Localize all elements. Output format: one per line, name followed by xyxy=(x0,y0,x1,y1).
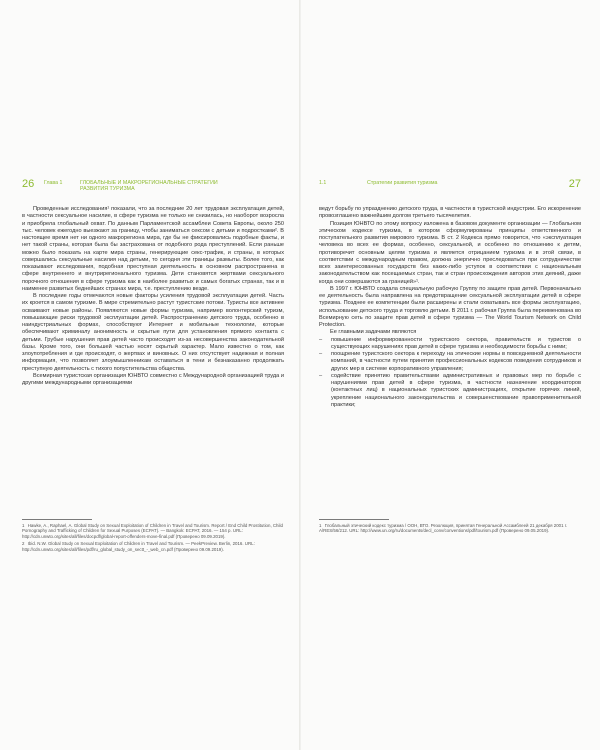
left-body-text xyxy=(22,206,284,387)
footnote xyxy=(319,523,581,534)
list-intro: Ее главными задачами являются xyxy=(330,329,417,336)
footnote xyxy=(22,541,284,552)
page-number: 26 xyxy=(22,178,35,190)
list-item: – повышение информированности туристского сектора, правительств и туристов о существующих нарушениях прав детей в сфере туризма и необходимости борьбы с ними; xyxy=(319,337,581,352)
footnote-number: 1 xyxy=(22,523,25,528)
paragraph: В последние годы отмечаются новые факторы усиления трудовой эксплуатации детей. Часть их кроется в самом туризме. В мире стремительно растут туристские потоки. Туристы все активнее осваивают новые районы. Появляются новые формы туризма, например волонтерский туризм, повышающие риски трудовой эксплуатации детей. Распространению детского труда, особенно в наиндустриальных формах, способствуют Интернет и мобильные технологии, которые обеспечивают криминалу анонимность и скрытые пути для установления прямого контакта с детьми. Грубые нарушения прав детей часто происходят из-за несовершенства законодательной базы. Кроме того, они большей частью носят скрытый характер. Мало известно о том, как злоупотребления и где происходят, о жертвах и виновных. О них отсутствует надежная и полная информация, что позволяет злоумышленникам оставаться в тени и безнаказанно продолжать преступную деятельность с тихого попустительства общества. xyxy=(22,293,284,372)
footnote-rule xyxy=(319,519,389,520)
list-item: – содействие принятию правительствами административных и правовых мер по борьбе с нарушениями прав детей в сфере туризма, в частности назначение координаторов (контактных лиц) в национальных туристских администрациях, открытие горячих линий, укрепление национального законодательства и совершенствование правоприменительной практики; xyxy=(319,373,581,409)
chapter-label: 1.1 xyxy=(319,180,327,186)
right-body-text xyxy=(319,206,581,409)
right-page-header xyxy=(319,178,581,200)
paragraph: В 1997 г. ЮНВТО создала специальную рабочую Группу по защите прав детей. Первоначально ее деятельность была направлена на предотвращение сексуальной эксплуатации детей в сфере туризма. Позднее ее компетенции были расширены и стали охватывать все формы эксплуатацию, использование детского труда и торговлю детьми. В 2011 г. рабочая Группа была переименована во Всемирную сеть по защите прав детей в сфере туризма — The World Tourism Network on Child Protection. xyxy=(319,285,581,328)
running-title: ГЛОБАЛЬНЫЕ И МАКРОРЕГИОНАЛЬНЫЕ СТРАТЕГИИ РАЗВИТИЯ ТУРИЗМА xyxy=(80,180,218,193)
paragraph: Проведенные исследования¹ показали, что за последние 20 лет трудовая эксплуатация детей, в частности сексуальное насилие, в сфере туризма не только не снизилась, но наоборот возросла и приобрела глобальный охват. По данным Парламентской ассамблеи Совета Европы, около 250 тыс. человек ежегодно выезжают за границу, чтобы заниматься сексом с детьми и подростками². В настоящее время нет ни одного макрорегиона мира, где бы не фиксировались подобные факты, и нет такой страны, которая была бы застрахована от подобного рода преступлений. Если раньше можно было показать на карте мира страны, генерирующие секс-трафик, и страны, в которых совершались сексуальные насилия над детьми, то сегодня эти границы размыты. Более того, как показывают исследования, подобная преступная деятельность в основном распространена в сфере внутреннего и внутрирегионального туризма. Дети становятся жертвами сексуального порочного отношения в сфере туризма как в наиболее развитых и самых богатых странах, так и в наименее развитых беднейших странах мира, т.е. преступлению везде. xyxy=(22,206,284,292)
task-list xyxy=(319,337,581,410)
running-title: Стратегии развития туризма xyxy=(367,180,438,186)
footnote-number: 1 xyxy=(319,523,322,528)
paragraph: ведут борьбу по упразднению детского труда, в частности в туристской индустрии. Его искоренение провозглашено важнейшим долгом третьего тысячелетия. xyxy=(319,206,581,220)
footnote-number: 2 xyxy=(22,541,25,547)
left-page-header xyxy=(22,178,284,200)
page-number: 27 xyxy=(568,178,581,190)
list-item: – поощрение туристского сектора к переходу на этические нормы в повседневной деятельности компаний, в частности путем принятия профессиональных кодексов поведения сотрудников и других мер в системе корпоративного управления; xyxy=(319,351,581,373)
right-page xyxy=(301,0,600,750)
footnote-rule xyxy=(22,519,92,520)
paragraph: Всемирная туристская организация ЮНВТО совместно с Международной организацией труда и другими международными организациями xyxy=(22,372,284,386)
footnote xyxy=(22,523,284,539)
footnote-text: Глобальный этический кодекс туризма / ООН, ВТО. Резолюция, принятая Генеральной Ассамблеей 21 декабря 2001 г. A/RES/56/212. URL: http://www.un.org/ru/documents/decl_conv/conventions/pdf/tourism.pdf (Проверено 09.05.2019). xyxy=(319,523,568,534)
left-footnotes xyxy=(22,523,284,554)
footnote-text: Hawke, A., Raphael, A. Global Study on Sexual Exploitation of Children in Travel and Tourism. Report / End Child Prostitution, Child Pornography and Trafficking of Children for Sexual Purposes (ECPAT). — Bangkok: ECPAT, 2016. — 154 p. URL: http://cdn.unwto.org/sites/all/files/docpdf/global-report-offenders-move-final.pdf (Проверено 09.09.2019). xyxy=(22,523,283,539)
footnote-text: Ibid. N.W. Global Study on Sexual Exploitation of Children in Travel and Tourism. — PeekPreview. Berlin, 2016. URL: http://cdn.unwto.org/sites/all/files/pdf/ru_global_study_on_sectt_-_web_cn.pdf (Проверено 09.09.2019). xyxy=(22,541,255,552)
paragraph: Позиция ЮНВТО по этому вопросу изложена в базовом документе организации — Глобальном этическом кодексе туризма, в котором сформулированы принципы ответственного и поступательного развития мирового туризма. В ст. 2 Кодекса прямо говорится, что «эксплуатация человека во всех ее формах, особенно, сексуальной, и особенно по отношению к детям, противоречит основным целям туризма и является отрицанием туризма и в этой связи, в соответствии с международным правом, должна энергично преследоваться при сотрудничестве всех заинтересованных государств без каких-либо уступок в соответствии с национальным законодательством как посещаемых стран, так и стран происхождения авторов этих деяний, даже когда они совершаются за границей»¹. xyxy=(319,220,581,285)
right-footnotes xyxy=(319,523,581,536)
left-page xyxy=(0,0,299,750)
chapter-label: Глава 1 xyxy=(44,180,63,186)
